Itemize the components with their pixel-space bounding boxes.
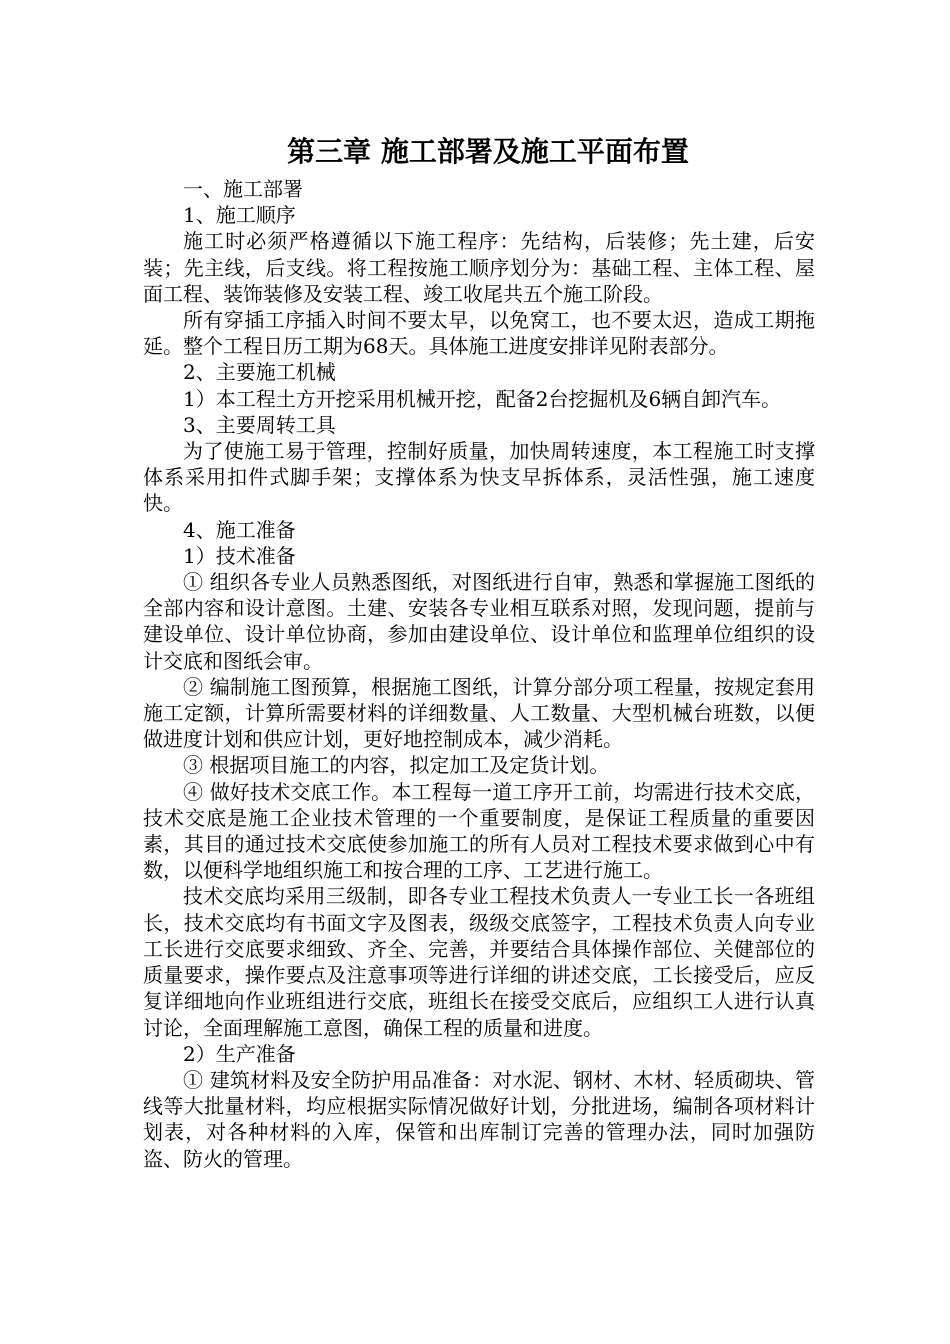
subsection-heading: 4、施工准备 bbox=[183, 517, 296, 542]
paragraph: ① 建筑材料及安全防护用品准备：对水泥、钢材、木材、轻质砌块、管线等大批量材料，均应根据实际情况做好计划，分批进场，编制各项材料计划表，对各种材料的入库，保管和出库制订完善的管理办法，同时加强防盗、防火的管理。 bbox=[143, 1067, 815, 1171]
paragraph: ④ 做好技术交底工作。本工程每一道工序开工前，均需进行技术交底，技术交底是施工企业技术管理的一个重要制度，是保证工程质量的重要因素，其目的通过技术交底使参加施工的所有人员对工程技术要求做到心中有数，以便科学地组织施工和按合理的工序、工艺进行施工。 bbox=[143, 779, 815, 883]
document-body bbox=[143, 132, 815, 1172]
paragraph: 施工时必须严格遵循以下施工程序：先结构，后装修；先土建，后安装；先主线，后支线。将工程按施工顺序划分为：基础工程、主体工程、屋面工程、装饰装修及安装工程、竣工收尾共五个施工阶段。 bbox=[143, 229, 815, 306]
subsection-heading: 3、主要周转工具 bbox=[183, 412, 336, 437]
subsection-heading: 2、主要施工机械 bbox=[183, 360, 336, 385]
sub-subsection-heading: 2）生产准备 bbox=[183, 1041, 296, 1066]
paragraph: ① 组织各专业人员熟悉图纸，对图纸进行自审，熟悉和掌握施工图纸的全部内容和设计意图。土建、安装各专业相互联系对照，发现问题，提前与建设单位、设计单位协商，参加由建设单位、设计单位和监理单位组织的设计交底和图纸会审。 bbox=[143, 570, 815, 673]
paragraph: 为了使施工易于管理，控制好质量，加快周转速度，本工程施工时支撑体系采用扣件式脚手架；支撑体系为快支早拆体系，灵活性强，施工速度快。 bbox=[143, 439, 815, 516]
paragraph: 技术交底均采用三级制，即各专业工程技术负责人一专业工长一各班组长，技术交底均有书面文字及图表，级级交底签字，工程技术负责人向专业工长进行交底要求细致、齐全、完善，并要结合具体操作部位、关健部位的质量要求，操作要点及注意事项等进行详细的讲述交底，工长接受后，应反复详细地向作业班组进行交底，班组长在接受交底后，应组织工人进行认真讨论，全面理解施工意图，确保工程的质量和进度。 bbox=[143, 884, 815, 1040]
sub-subsection-heading: 1）技术准备 bbox=[183, 543, 296, 568]
paragraph: 所有穿插工序插入时间不要太早，以免窝工，也不要太迟，造成工期拖延。整个工程日历工期为68天。具体施工进度安排详见附表部分。 bbox=[143, 308, 815, 359]
paragraph: ③ 根据项目施工的内容，拟定加工及定货计划。 bbox=[183, 753, 610, 778]
chapter-title: 第三章 施工部署及施工平面布置 bbox=[287, 135, 689, 168]
paragraph: ② 编制施工图预算，根据施工图纸，计算分部分项工程量，按规定套用施工定额，计算所需要材料的详细数量、人工数量、大型机械台班数，以便做进度计划和供应计划，更好地控制成本，减少消耗。 bbox=[143, 674, 815, 752]
section-heading: 一、施工部署 bbox=[183, 177, 303, 201]
subsection-heading: 1、施工顺序 bbox=[183, 203, 296, 228]
paragraph: 1）本工程土方开挖采用机械开挖，配备2台挖掘机及6辆自卸汽车。 bbox=[183, 386, 782, 411]
